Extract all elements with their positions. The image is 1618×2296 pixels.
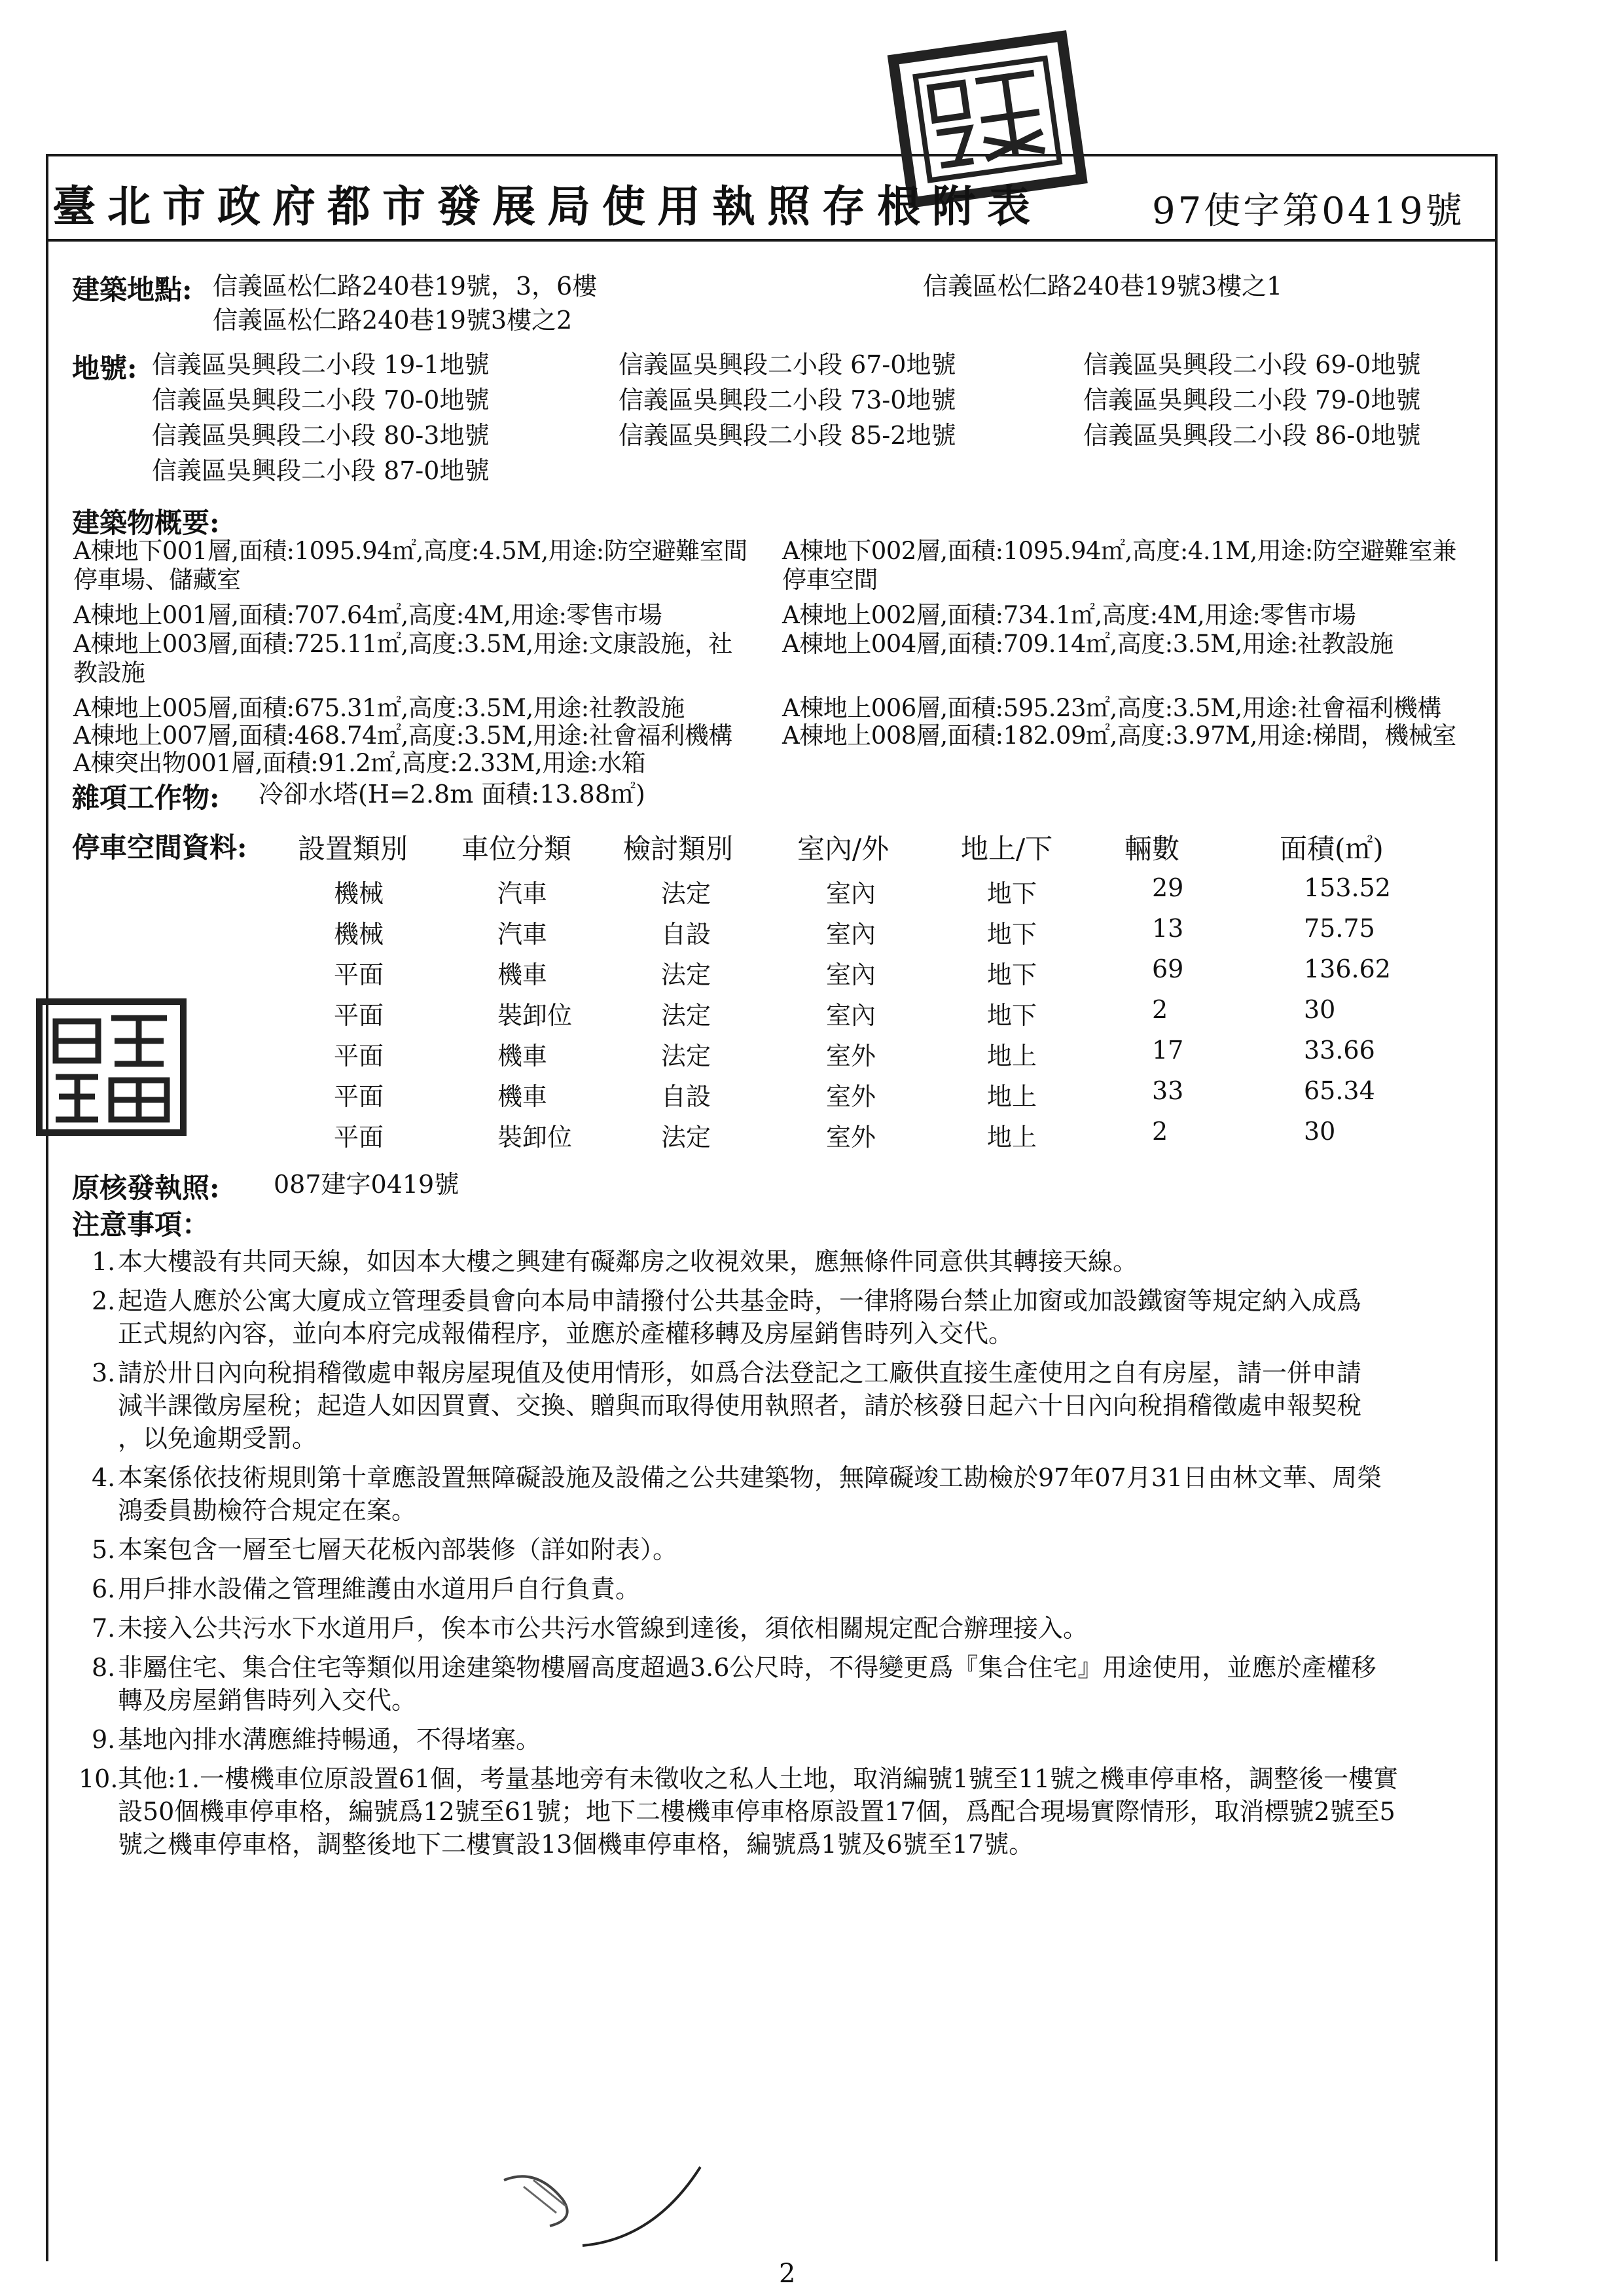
note-line: 號之機車停車格，調整後地下二樓實設13個機車停車格，編號爲1號及6號至17號。 xyxy=(118,1830,1034,1859)
building-floor: A棟地上004層,面積:709.14㎡,高度:3.5M,用途:社教設施 xyxy=(782,630,1393,658)
lot-number: 信義區吳興段二小段 85-2地號 xyxy=(619,421,956,450)
parking-cell: 30 xyxy=(1304,1117,1336,1146)
parking-cell: 136.62 xyxy=(1304,955,1391,983)
lot-number: 信義區吳興段二小段 86-0地號 xyxy=(1083,421,1421,450)
parking-cell: 29 xyxy=(1152,873,1184,902)
parking-cell: 機車 xyxy=(497,960,548,989)
parking-cell: 平面 xyxy=(334,1001,384,1030)
parking-header: 輛數 xyxy=(1124,833,1180,865)
note-number: 4. xyxy=(92,1463,116,1492)
building-floor: A棟地上001層,面積:707.64㎡,高度:4M,用途:零售市場 xyxy=(73,601,662,629)
parking-cell: 153.52 xyxy=(1304,873,1391,902)
note-line: 基地內排水溝應維持暢通，不得堵塞。 xyxy=(118,1725,541,1754)
parking-cell: 室內 xyxy=(826,1001,876,1030)
parking-cell: 裝卸位 xyxy=(497,1123,573,1152)
lot-number: 信義區吳興段二小段 19-1地號 xyxy=(152,350,490,379)
parking-cell: 室內 xyxy=(826,960,876,989)
parking-cell: 自設 xyxy=(661,920,711,949)
bottom-signature-mark xyxy=(484,2141,746,2272)
note-line: 請於卅日內向稅捐稽徵處申報房屋現值及使用情形，如爲合法登記之工廠供直接生產使用之自有房屋，請一併申請 xyxy=(118,1358,1362,1387)
note-number: 1. xyxy=(92,1247,116,1276)
parking-cell: 30 xyxy=(1304,995,1336,1024)
parking-cell: 地下 xyxy=(987,879,1037,908)
parking-cell: 2 xyxy=(1152,995,1168,1024)
parking-cell: 自設 xyxy=(661,1082,711,1111)
lot-number: 信義區吳興段二小段 67-0地號 xyxy=(619,350,956,379)
parking-cell: 地下 xyxy=(987,1001,1037,1030)
permit-number: 97使字第0419號 xyxy=(1152,190,1465,232)
original-permit-value: 087建字0419號 xyxy=(274,1170,459,1199)
parking-cell: 33 xyxy=(1152,1076,1184,1105)
parking-cell: 地下 xyxy=(987,960,1037,989)
note-line: 正式規約內容，並向本府完成報備程序，並應於產權移轉及房屋銷售時列入交代。 xyxy=(118,1319,1014,1348)
parking-label: 停車空間資料: xyxy=(72,831,247,864)
notes-label: 注意事項： xyxy=(72,1209,210,1241)
parking-header: 設置類別 xyxy=(298,833,408,865)
left-seal-stamp xyxy=(26,989,196,1146)
parking-cell: 室外 xyxy=(826,1123,876,1152)
note-line: 用戶排水設備之管理維護由水道用戶自行負責。 xyxy=(118,1575,641,1603)
parking-cell: 裝卸位 xyxy=(497,1001,573,1030)
document-title: 臺北市政府都市發展局使用執照存根附表 xyxy=(52,181,1042,232)
lot-number: 信義區吳興段二小段 69-0地號 xyxy=(1083,350,1421,379)
parking-cell: 機械 xyxy=(334,920,384,949)
lots-label: 地號: xyxy=(72,352,137,384)
address-line: 信義區松仁路240巷19號，3，6樓 xyxy=(213,272,598,301)
address-line: 信義區松仁路240巷19號3樓之2 xyxy=(213,306,573,335)
parking-cell: 13 xyxy=(1152,914,1184,943)
parking-cell: 2 xyxy=(1152,1117,1168,1146)
parking-cell: 法定 xyxy=(661,1001,711,1030)
parking-cell: 75.75 xyxy=(1304,914,1375,943)
parking-header: 室內/外 xyxy=(797,833,890,865)
note-line: 設50個機車停車格，編號爲12號至61號；地下二樓機車停車格原設置17個，爲配合現場實際情形，取消標號2號至5 xyxy=(118,1797,1395,1826)
parking-cell: 法定 xyxy=(661,1123,711,1152)
parking-cell: 機械 xyxy=(334,879,384,908)
note-number: 8. xyxy=(92,1653,116,1682)
building-floor: 停車空間 xyxy=(782,566,878,594)
parking-cell: 33.66 xyxy=(1304,1036,1375,1065)
building-floor: A棟地上007層,面積:468.74㎡,高度:3.5M,用途:社會福利機構 xyxy=(73,721,732,750)
note-line: 非屬住宅、集合住宅等類似用途建築物樓層高度超過3.6公尺時，不得變更爲『集合住宅』用途使用，並應於產權移 xyxy=(118,1653,1376,1682)
parking-cell: 室內 xyxy=(826,879,876,908)
note-line: 本案係依技術規則第十章應設置無障礙設施及設備之公共建築物，無障礙竣工勘檢於97年07月31日由林文華、周榮 xyxy=(118,1463,1382,1492)
note-line: 本案包含一層至七層天花板內部裝修（詳如附表）。 xyxy=(118,1535,678,1564)
address-line: 信義區松仁路240巷19號3樓之1 xyxy=(923,272,1283,301)
parking-cell: 法定 xyxy=(661,879,711,908)
note-line: 鴻委員勘檢符合規定在案。 xyxy=(118,1496,417,1525)
note-line: 未接入公共污水下水道用戶，俟本市公共污水管線到達後，須依相關規定配合辦理接入。 xyxy=(118,1614,1088,1643)
parking-cell: 平面 xyxy=(334,1123,384,1152)
parking-header: 地上/下 xyxy=(961,833,1053,865)
parking-cell: 17 xyxy=(1152,1036,1184,1065)
parking-cell: 機車 xyxy=(497,1082,548,1111)
building-floor: 教設施 xyxy=(73,659,145,687)
note-line: 本大樓設有共同天線，如因本大樓之興建有礙鄰房之收視效果，應無條件同意供其轉接天線。 xyxy=(118,1247,1138,1276)
note-line: ，以免逾期受罰。 xyxy=(118,1424,317,1453)
note-line: 其他:1.一樓機車位原設置61個，考量基地旁有未徵收之私人土地，取消編號1號至11號之機車停車格，調整後一樓實 xyxy=(118,1764,1398,1793)
parking-cell: 平面 xyxy=(334,1042,384,1070)
misc-value: 冷卻水塔(H=2.8m 面積:13.88㎡) xyxy=(259,780,645,809)
parking-cell: 65.34 xyxy=(1304,1076,1375,1105)
parking-cell: 室外 xyxy=(826,1082,876,1111)
building-floor: A棟地上008層,面積:182.09㎡,高度:3.97M,用途:梯間，機械室 xyxy=(782,721,1456,750)
note-number: 10. xyxy=(79,1764,118,1793)
parking-cell: 法定 xyxy=(661,1042,711,1070)
parking-cell: 地上 xyxy=(987,1082,1037,1111)
parking-cell: 平面 xyxy=(334,1082,384,1111)
note-line: 減半課徵房屋稅；起造人如因買賣、交換、贈與而取得使用執照者，請於核發日起六十日內向稅捐稽徵處申報契稅 xyxy=(118,1391,1362,1420)
parking-header: 檢討類別 xyxy=(623,833,734,865)
note-number: 3. xyxy=(92,1358,116,1387)
note-line: 轉及房屋銷售時列入交代。 xyxy=(118,1686,417,1715)
parking-cell: 汽車 xyxy=(497,879,548,908)
parking-header: 車位分類 xyxy=(461,833,572,865)
lot-number: 信義區吳興段二小段 87-0地號 xyxy=(152,456,490,485)
original-permit-label: 原核發執照: xyxy=(72,1172,220,1204)
building-floor: A棟突出物001層,面積:91.2㎡,高度:2.33M,用途:水箱 xyxy=(73,749,646,777)
parking-cell: 機車 xyxy=(497,1042,548,1070)
building-floor: A棟地下002層,面積:1095.94㎡,高度:4.1M,用途:防空避難室兼 xyxy=(782,537,1456,565)
lot-number: 信義區吳興段二小段 70-0地號 xyxy=(152,386,490,414)
parking-cell: 室內 xyxy=(826,920,876,949)
lot-number: 信義區吳興段二小段 79-0地號 xyxy=(1083,386,1421,414)
building-floor: 停車場、儲藏室 xyxy=(73,566,241,594)
parking-cell: 室外 xyxy=(826,1042,876,1070)
parking-cell: 地下 xyxy=(987,920,1037,949)
note-line: 起造人應於公寓大廈成立管理委員會向本局申請撥付公共基金時，一律將陽台禁止加窗或加設鐵窗等規定納入成爲 xyxy=(118,1286,1362,1315)
parking-cell: 法定 xyxy=(661,960,711,989)
building-floor: A棟地上005層,面積:675.31㎡,高度:3.5M,用途:社教設施 xyxy=(73,694,685,722)
building-floor: A棟地上003層,面積:725.11㎡,高度:3.5M,用途:文康設施，社 xyxy=(73,630,732,658)
building-floor: A棟地上002層,面積:734.1㎡,高度:4M,用途:零售市場 xyxy=(782,601,1356,629)
parking-cell: 地上 xyxy=(987,1123,1037,1152)
title-divider xyxy=(46,239,1495,242)
building-label: 建築物概要: xyxy=(72,507,220,539)
building-floor: A棟地上006層,面積:595.23㎡,高度:3.5M,用途:社會福利機構 xyxy=(782,694,1441,722)
parking-cell: 汽車 xyxy=(497,920,548,949)
note-number: 9. xyxy=(92,1725,116,1754)
note-number: 6. xyxy=(92,1575,116,1603)
lot-number: 信義區吳興段二小段 80-3地號 xyxy=(152,421,490,450)
parking-cell: 地上 xyxy=(987,1042,1037,1070)
note-number: 2. xyxy=(92,1286,116,1315)
page-number: 2 xyxy=(779,2259,796,2289)
address-label: 建築地點: xyxy=(72,274,192,306)
parking-cell: 平面 xyxy=(334,960,384,989)
building-floor: A棟地下001層,面積:1095.94㎡,高度:4.5M,用途:防空避難室間 xyxy=(73,537,747,565)
note-number: 5. xyxy=(92,1535,116,1564)
lot-number: 信義區吳興段二小段 73-0地號 xyxy=(619,386,956,414)
note-number: 7. xyxy=(92,1614,116,1643)
parking-cell: 69 xyxy=(1152,955,1184,983)
misc-label: 雜項工作物: xyxy=(72,782,220,814)
parking-header: 面積(㎡) xyxy=(1280,833,1384,865)
